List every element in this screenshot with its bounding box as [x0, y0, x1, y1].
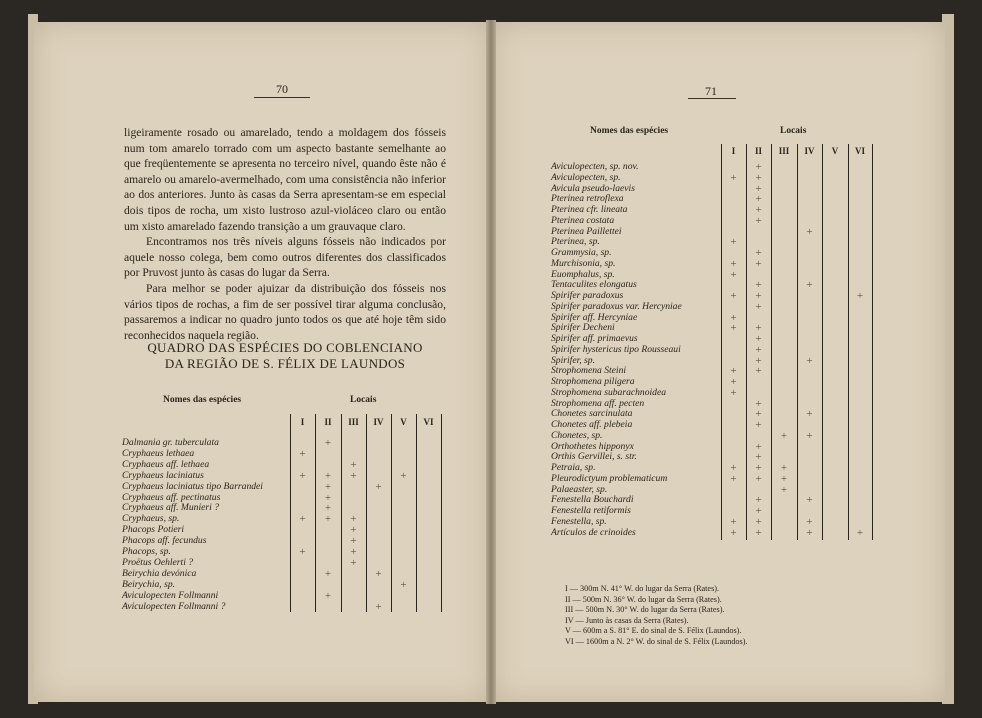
right-page-number: 71 — [705, 84, 717, 98]
column-rule — [391, 414, 392, 612]
species-name: Pterinea, sp. — [551, 236, 600, 248]
presence-mark: + — [755, 505, 762, 517]
presence-mark: + — [730, 322, 737, 335]
species-name: Tentaculites elongatus — [551, 279, 637, 291]
presence-mark: + — [324, 502, 332, 515]
presence-mark: + — [755, 397, 762, 410]
legend-line: II — 500m N. 36° W. do lugar da Serra (Rates). — [565, 594, 722, 604]
species-name: Palaeaster, sp. — [551, 483, 608, 495]
species-name: Strophomena piligera — [551, 376, 635, 387]
species-name: Chonetes sarcinulata — [551, 408, 633, 420]
column-rule — [366, 414, 367, 612]
presence-mark: + — [755, 290, 762, 302]
presence-mark: + — [755, 472, 762, 485]
species-name: Spirifer Decheni — [551, 322, 615, 334]
presence-mark: + — [730, 311, 737, 324]
presence-mark: + — [755, 161, 762, 173]
presence-mark: + — [730, 472, 737, 485]
presence-mark: + — [375, 480, 382, 493]
column-heading-3: III — [778, 146, 790, 156]
presence-mark: + — [350, 524, 357, 537]
presence-mark: + — [755, 182, 762, 195]
legend-line: VI — 1600m a N. 2° W. do sinal de S. Félix (Laundos). — [565, 636, 748, 646]
species-name: Pterinea Paillettei — [551, 225, 622, 237]
presence-mark: + — [730, 257, 737, 270]
presence-mark: + — [755, 214, 762, 227]
presence-mark: + — [856, 290, 864, 302]
presence-mark: + — [755, 171, 762, 184]
column-rule — [848, 144, 849, 540]
left-page-number-rule — [254, 97, 310, 98]
presence-mark: + — [730, 386, 737, 399]
column-rule — [746, 144, 747, 540]
presence-mark: + — [806, 526, 813, 539]
species-name: Orthis Gervillei, s. str. — [551, 451, 637, 463]
column-heading-5: V — [400, 417, 407, 427]
presence-mark: + — [730, 462, 737, 474]
column-rule — [416, 414, 417, 612]
presence-mark: + — [806, 429, 813, 442]
presence-mark: + — [755, 193, 762, 206]
species-name: Pterinea retroflexa — [551, 193, 624, 205]
presence-mark: + — [755, 462, 762, 474]
presence-mark: + — [730, 290, 737, 302]
species-name: Proëtus Oehlerti ? — [122, 556, 194, 568]
paragraph: ligeiramente rosado ou amarelado, tendo a moldagem dos fósseis num tom amarelo torrado com um aspecto bastante semelhante ao que freqüentemente se apresenta no terceiro nível, quando êste não é amarelo ou amarelo-avermelhado, com uma consistência não inferior ao dos anteriores. Junto às casas da Serra apresentam-se em especial dois tipos de rocha, um xisto lustroso azul-violáceo claro ou então um xisto amarelado fazendo transição a um grauvaque claro. — [124, 126, 446, 233]
column-heading-2: II — [324, 417, 332, 427]
presence-mark: + — [730, 236, 737, 249]
presence-mark: + — [755, 343, 762, 356]
species-name: Cryphaeus, sp. — [122, 513, 180, 525]
presence-mark: + — [730, 268, 737, 281]
column-rule — [315, 414, 316, 612]
column-rule — [822, 144, 823, 540]
presence-mark: + — [299, 546, 306, 558]
presence-mark: + — [806, 494, 813, 507]
species-name: Strophomena Steini — [551, 365, 627, 377]
presence-mark: + — [350, 458, 357, 471]
presence-mark: + — [375, 600, 382, 613]
species-name: Orthothetes hipponyx — [551, 440, 634, 452]
column-heading-6: VI — [423, 417, 434, 427]
legend-line: V — 600m a S. 81° E. do sinal de S. Félix (Laundos). — [565, 626, 742, 636]
presence-mark: + — [755, 408, 762, 421]
species-name: Murchisonia, sp. — [551, 257, 616, 269]
species-name: Cryphaeus lethaea — [122, 447, 195, 459]
presence-mark: + — [730, 171, 737, 184]
column-rule — [721, 144, 722, 540]
column-heading-4: IV — [373, 417, 384, 427]
species-name: Avicula pseudo-laevis — [551, 182, 635, 194]
presence-mark: + — [324, 437, 332, 449]
species-name: Aviculopecten Follmanni ? — [122, 600, 226, 612]
presence-mark: + — [350, 469, 357, 482]
presence-mark: + — [324, 491, 332, 504]
species-name: Strophomena aff. pecten — [551, 397, 645, 409]
species-name: Beirychia devónica — [122, 567, 197, 579]
presence-mark: + — [755, 333, 762, 345]
species-name: Euomphalus, sp. — [551, 268, 615, 280]
presence-mark: + — [324, 469, 332, 482]
presence-mark: + — [324, 480, 332, 493]
presence-mark: + — [730, 376, 737, 388]
species-name: Chonetes, sp. — [551, 429, 603, 441]
species-name: Pterinea cfr. lineata — [551, 204, 628, 215]
presence-mark: + — [755, 257, 762, 270]
presence-mark: + — [780, 472, 788, 485]
presence-mark: + — [400, 578, 407, 591]
right-species-header: Nomes das espécies — [590, 126, 669, 136]
quadro-title-line-1: QUADRO DAS ESPÉCIES DO COBLENCIANO — [147, 340, 423, 355]
column-heading-6: VI — [854, 146, 865, 156]
species-name: Spirifer paradoxus var. Hercyniae — [551, 300, 682, 312]
column-heading-1: I — [731, 146, 736, 156]
column-rule — [771, 144, 772, 540]
presence-mark: + — [755, 322, 762, 335]
book-gutter — [486, 20, 496, 704]
legend-line: III — 500m N. 30° W. do lugar da Serra (Rates). — [565, 605, 725, 615]
column-rule — [797, 144, 798, 540]
presence-mark: + — [400, 469, 407, 482]
species-name: Fenestella, sp. — [551, 515, 607, 527]
column-heading-2: II — [754, 146, 762, 156]
species-name: Spirifer paradoxus — [551, 290, 624, 301]
presence-mark: + — [350, 546, 357, 558]
species-name: Phacops, sp. — [122, 546, 171, 557]
right-page-number-rule — [688, 98, 736, 99]
species-name: Cryphaeus aff. Munieri ? — [122, 502, 219, 514]
species-name: Petraia, sp. — [551, 462, 596, 473]
species-name: Pterinea costata — [551, 214, 615, 226]
column-rule — [441, 414, 442, 612]
presence-mark: + — [324, 513, 332, 526]
column-heading-5: V — [831, 146, 839, 156]
left-body-text — [124, 125, 446, 343]
presence-mark: + — [730, 365, 737, 378]
species-name: Beirychia, sp. — [122, 578, 176, 590]
presence-mark: + — [350, 513, 357, 526]
species-name: Aviculopecten, sp. nov. — [551, 161, 639, 172]
presence-mark: + — [755, 419, 762, 431]
left-species-header: Nomes das espécies — [163, 395, 242, 405]
paragraph: Para melhor se poder ajuizar da distribuição dos fósseis nos vários tipos de rochas, a fim de ser possível tirar alguma conclusão, passaremos a indicar no quadro junto todos os que até hoje têm sido reconhecidos naquela região. — [124, 281, 446, 342]
column-heading-1: I — [300, 417, 305, 427]
species-name: Phacops Potieri — [122, 524, 185, 536]
presence-mark: + — [730, 515, 737, 528]
presence-mark: + — [350, 556, 357, 569]
species-name: Spirifer hystericus tipo Rousseaui — [551, 343, 681, 355]
species-name: Spirifer aff. primaevus — [551, 333, 638, 344]
presence-mark: + — [755, 451, 762, 464]
presence-mark: + — [755, 300, 762, 313]
presence-mark: + — [806, 225, 813, 238]
presence-mark: + — [755, 354, 762, 367]
species-name: Fenestella Bouchardi — [551, 494, 634, 506]
legend-line: I — 300m N. 41° W. do lugar da Serra (Rates). — [565, 584, 720, 593]
presence-mark: + — [780, 483, 788, 496]
presence-mark: + — [299, 469, 306, 482]
species-name: Cryphaeus laciniatus — [122, 469, 204, 481]
species-name: Chonetes aff. plebeia — [551, 419, 633, 430]
species-name: Spirifer aff. Hercyniae — [551, 311, 638, 323]
presence-mark: + — [755, 365, 762, 378]
presence-mark: + — [780, 429, 788, 442]
species-name: Strophomena subarachnoidea — [551, 386, 667, 398]
species-name: Pleurodictyum problematicum — [551, 472, 668, 484]
presence-mark: + — [299, 447, 306, 460]
presence-mark: + — [755, 204, 762, 216]
presence-mark: + — [375, 567, 382, 580]
presence-mark: + — [755, 526, 762, 539]
species-name: Artículos de crinoides — [551, 526, 636, 538]
presence-mark: + — [806, 279, 813, 292]
presence-mark: + — [324, 589, 332, 602]
presence-mark: + — [350, 535, 357, 548]
species-name: Dalmania gr. tuberculata — [122, 437, 219, 448]
locais-legend — [565, 584, 747, 648]
presence-mark: + — [806, 515, 813, 528]
presence-mark: + — [755, 494, 762, 507]
presence-mark: + — [299, 513, 306, 526]
column-rule — [341, 414, 342, 612]
species-name: Cryphaeus laciniatus tipo Barrandei — [122, 480, 263, 492]
presence-mark: + — [755, 279, 762, 292]
paragraph: Encontramos nos três níveis alguns fósseis não indicados por aquele nosso colega, bem como outros diferentes dos classificados por Pruvost junto às casas do lugar da Serra. — [124, 235, 446, 280]
presence-mark: + — [730, 526, 737, 539]
presence-mark: + — [856, 526, 864, 539]
column-rule — [872, 144, 873, 540]
presence-mark: + — [324, 567, 332, 580]
left-locais-header: Locais — [350, 395, 377, 405]
species-name: Phacops aff. fecundus — [122, 535, 207, 547]
column-heading-3: III — [348, 417, 359, 427]
species-name: Cryphaeus aff. lethaea — [122, 458, 210, 470]
presence-mark: + — [806, 408, 813, 421]
left-page-number: 70 — [276, 82, 288, 96]
species-name: Aviculopecten Follmanni — [122, 589, 219, 601]
legend-line: IV — Junto às casas da Serra (Rates). — [565, 615, 689, 625]
right-locais-header: Locais — [780, 126, 807, 136]
species-name: Cryphaeus aff. pectinatus — [122, 491, 221, 503]
species-name: Spirifer, sp. — [551, 354, 595, 366]
presence-mark: + — [806, 354, 813, 367]
presence-mark: + — [755, 515, 762, 528]
column-heading-4: IV — [804, 146, 815, 156]
quadro-title-line-2: DA REGIÃO DE S. FÉLIX DE LAUNDOS — [164, 356, 406, 371]
column-rule — [290, 414, 291, 612]
species-name: Fenestella retiformis — [551, 505, 631, 516]
species-name: Aviculopecten, sp. — [551, 171, 621, 183]
species-name: Grammysia, sp. — [551, 247, 612, 258]
presence-mark: + — [755, 247, 762, 259]
presence-mark: + — [755, 440, 762, 453]
presence-mark: + — [780, 462, 788, 474]
